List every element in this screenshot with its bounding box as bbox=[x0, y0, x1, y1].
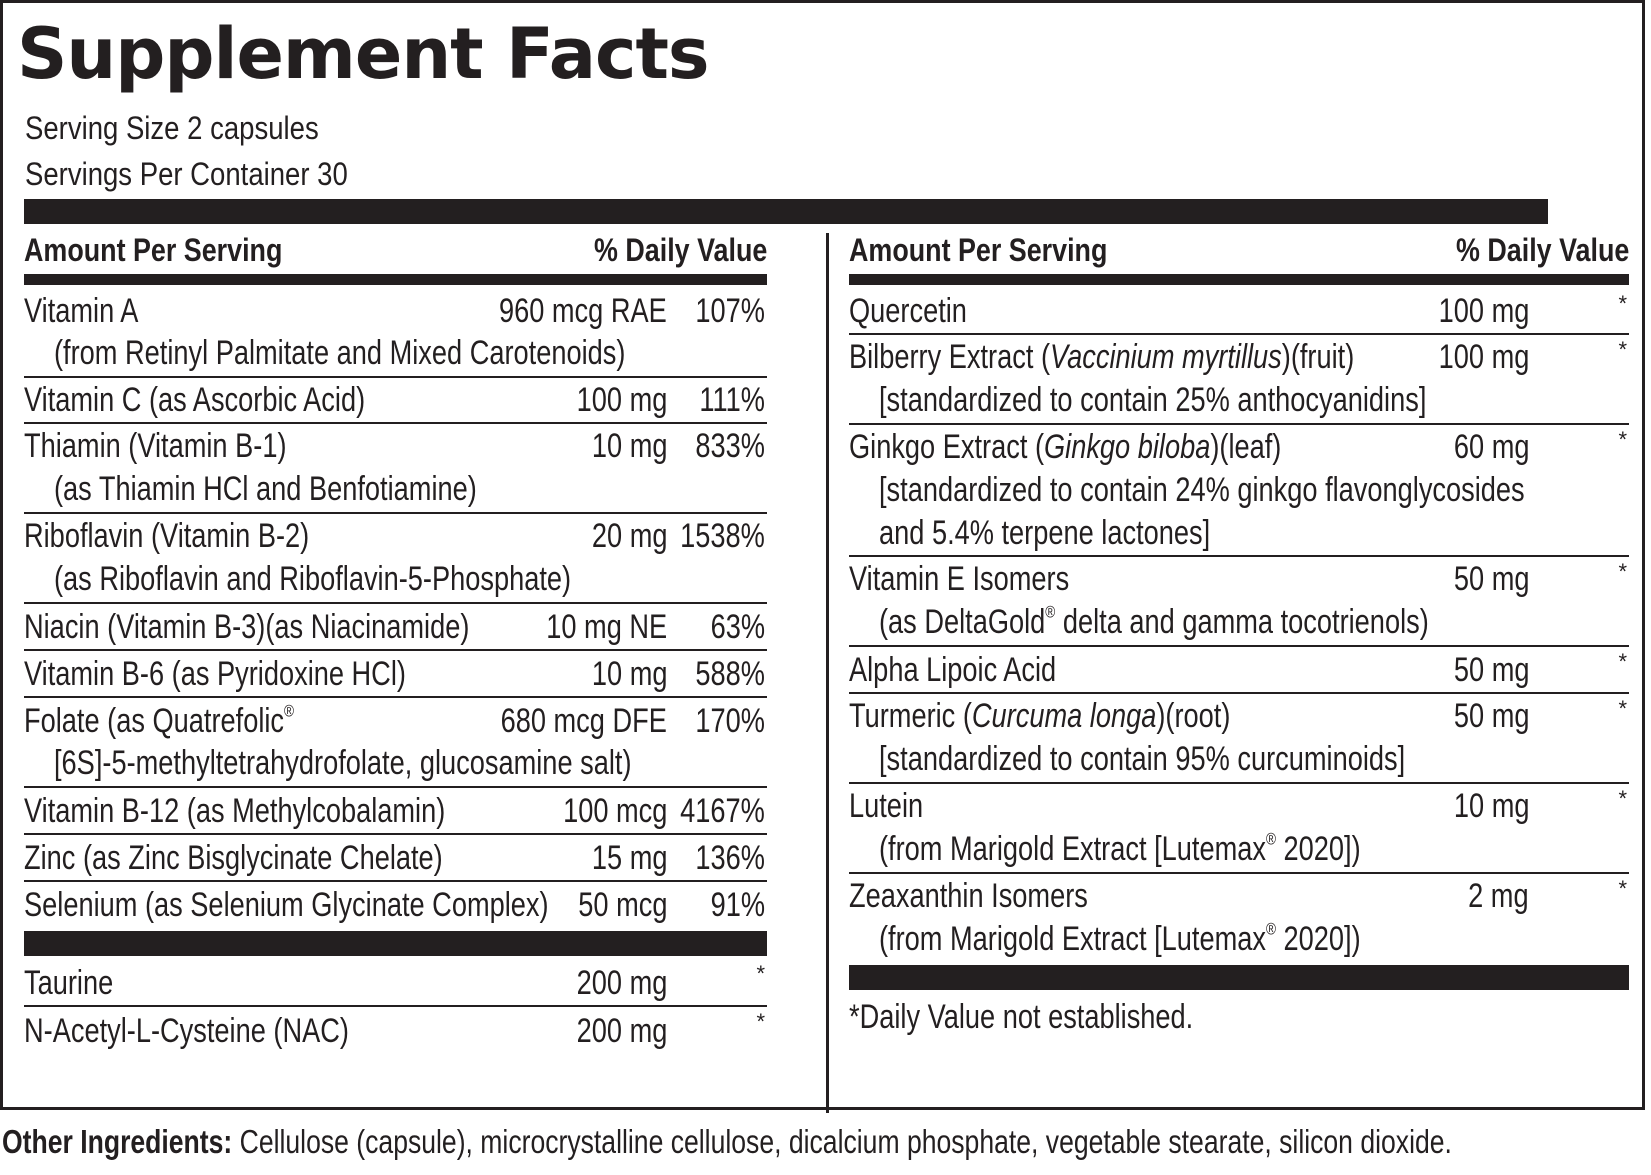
daily-value-asterisk: * bbox=[1618, 649, 1627, 674]
nutrient-dv: 111% bbox=[699, 381, 765, 419]
nutrient-name: Selenium (as Selenium Glycinate Complex) bbox=[24, 886, 549, 924]
nutrient-amount: 200 mg bbox=[576, 1012, 667, 1050]
daily-value-asterisk: * bbox=[1618, 696, 1627, 721]
ingredient-amount: 10 mg bbox=[1453, 787, 1529, 825]
ingredient-row bbox=[849, 335, 1629, 425]
ingredient-row bbox=[849, 425, 1629, 557]
ingredient-name: Turmeric (Curcuma longa)(root) bbox=[849, 697, 1231, 735]
nutrient-dv: 1538% bbox=[680, 517, 765, 555]
ingredient-name: Zeaxanthin Isomers bbox=[849, 877, 1088, 915]
nutrient-row bbox=[24, 698, 767, 788]
thick-rule bbox=[24, 199, 1548, 224]
nutrient-name: Taurine bbox=[24, 964, 114, 1002]
left-header bbox=[24, 224, 767, 276]
nutrient-dv: 170% bbox=[695, 702, 765, 740]
panel-title: Supplement Facts bbox=[17, 13, 709, 95]
header-rule bbox=[849, 274, 1629, 285]
section-rule bbox=[849, 965, 1629, 990]
nutrient-name: Zinc (as Zinc Bisglycinate Chelate) bbox=[24, 839, 443, 877]
ingredient-amount: 2 mg bbox=[1468, 877, 1529, 915]
ingredient-standardization-cont: and 5.4% terpene lactones] bbox=[879, 514, 1211, 552]
nutrient-dv: 4167% bbox=[680, 792, 765, 830]
serving-size: Serving Size 2 capsules bbox=[25, 110, 319, 146]
ingredient-row bbox=[849, 874, 1629, 962]
nutrient-source: (as Thiamin HCl and Benfotiamine) bbox=[54, 470, 477, 508]
daily-value-asterisk: * bbox=[1618, 559, 1627, 584]
left-column bbox=[24, 224, 767, 1064]
nutrient-name: Folate (as Quatrefolic® bbox=[24, 701, 295, 740]
ingredient-amount: 50 mg bbox=[1453, 560, 1529, 598]
nutrient-amount: 100 mcg bbox=[562, 792, 667, 830]
nutrient-amount: 50 mcg bbox=[577, 886, 667, 924]
column-divider bbox=[826, 233, 829, 1113]
other-ingredients-text: Cellulose (capsule), microcrystalline cellulose, dicalcium phosphate, vegetable stearate, silicon dioxide. bbox=[232, 1123, 1452, 1160]
right-column bbox=[849, 224, 1629, 1064]
daily-value-footnote: *Daily Value not established. bbox=[849, 998, 1194, 1036]
nutrient-row bbox=[24, 604, 767, 651]
daily-value-asterisk: * bbox=[1618, 427, 1627, 452]
daily-value-asterisk: * bbox=[1618, 337, 1627, 362]
nutrient-amount: 20 mg bbox=[591, 517, 667, 555]
ingredient-amount: 100 mg bbox=[1438, 338, 1529, 376]
nutrient-name: Niacin (Vitamin B-3)(as Niacinamide) bbox=[24, 608, 470, 646]
other-ingredients bbox=[2, 1120, 1452, 1164]
nutrient-name: Vitamin C (as Ascorbic Acid) bbox=[24, 381, 366, 419]
nutrient-row bbox=[24, 835, 767, 882]
nutrient-row bbox=[24, 1007, 767, 1055]
ingredient-standardization: [standardized to contain 25% anthocyanidins] bbox=[879, 381, 1427, 419]
nutrient-name: Vitamin B-6 (as Pyridoxine HCl) bbox=[24, 655, 406, 693]
daily-value-asterisk: * bbox=[1618, 291, 1627, 316]
daily-value-asterisk: * bbox=[756, 961, 765, 986]
nutrient-source: (from Retinyl Palmitate and Mixed Carotenoids) bbox=[54, 334, 626, 372]
nutrient-dv: 136% bbox=[695, 839, 765, 877]
nutrient-amount: 15 mg bbox=[591, 839, 667, 877]
nutrient-name: N-Acetyl-L-Cysteine (NAC) bbox=[24, 1012, 349, 1050]
nutrient-source: [6S]-5-methyltetrahydrofolate, glucosamine salt) bbox=[54, 744, 632, 782]
nutrient-source: (as Riboflavin and Riboflavin-5-Phosphate) bbox=[54, 560, 572, 598]
header-rule bbox=[24, 274, 767, 285]
ingredient-amount: 100 mg bbox=[1438, 292, 1529, 330]
daily-value-asterisk: * bbox=[1618, 876, 1627, 901]
ingredient-name: Quercetin bbox=[849, 292, 967, 330]
ingredient-name: Lutein bbox=[849, 787, 924, 825]
servings-per-container: Servings Per Container 30 bbox=[25, 156, 348, 192]
section-rule bbox=[24, 931, 767, 956]
ingredient-source: (from Marigold Extract [Lutemax® 2020]) bbox=[879, 829, 1361, 868]
ingredient-row bbox=[849, 557, 1629, 647]
nutrient-row bbox=[24, 424, 767, 514]
nutrient-row bbox=[24, 514, 767, 604]
ingredient-name: Alpha Lipoic Acid bbox=[849, 651, 1057, 689]
nutrient-row bbox=[24, 959, 767, 1007]
right-header bbox=[849, 224, 1629, 276]
amount-per-serving-heading: Amount Per Serving bbox=[24, 232, 283, 268]
nutrient-amount: 10 mg bbox=[591, 655, 667, 693]
nutrient-amount: 10 mg NE bbox=[546, 608, 667, 646]
daily-value-heading: % Daily Value bbox=[593, 232, 767, 268]
ingredient-name: Bilberry Extract (Vaccinium myrtillus)(fruit) bbox=[849, 338, 1355, 376]
daily-value-heading: % Daily Value bbox=[1455, 232, 1629, 268]
nutrient-row bbox=[24, 788, 767, 835]
ingredient-amount: 60 mg bbox=[1453, 428, 1529, 466]
nutrient-amount: 200 mg bbox=[576, 964, 667, 1002]
nutrient-amount: 960 mcg RAE bbox=[499, 292, 667, 330]
nutrient-dv: 588% bbox=[695, 655, 765, 693]
nutrient-amount: 680 mcg DFE bbox=[500, 702, 667, 740]
nutrient-row bbox=[24, 378, 767, 424]
nutrient-row bbox=[24, 882, 767, 929]
ingredient-source: (from Marigold Extract [Lutemax® 2020]) bbox=[879, 919, 1361, 958]
ingredient-standardization: [standardized to contain 95% curcuminoids] bbox=[879, 740, 1406, 778]
nutrient-row bbox=[24, 285, 767, 378]
ingredient-row bbox=[849, 784, 1629, 874]
nutrient-amount: 10 mg bbox=[591, 427, 667, 465]
ingredient-source: (as DeltaGold® delta and gamma tocotrienols) bbox=[879, 602, 1429, 641]
nutrient-name: Vitamin B-12 (as Methylcobalamin) bbox=[24, 792, 446, 830]
ingredient-standardization: [standardized to contain 24% ginkgo flavonglycosides bbox=[879, 471, 1525, 509]
nutrient-dv: 833% bbox=[695, 427, 765, 465]
amount-per-serving-heading: Amount Per Serving bbox=[849, 232, 1108, 268]
nutrient-name: Riboflavin (Vitamin B-2) bbox=[24, 517, 310, 555]
nutrient-dv: 91% bbox=[710, 886, 765, 924]
nutrient-dv: 63% bbox=[710, 608, 765, 646]
daily-value-asterisk: * bbox=[1618, 786, 1627, 811]
ingredient-name: Ginkgo Extract (Ginkgo biloba)(leaf) bbox=[849, 428, 1282, 466]
ingredient-row bbox=[849, 285, 1629, 335]
ingredient-amount: 50 mg bbox=[1453, 651, 1529, 689]
other-ingredients-label: Other Ingredients: bbox=[2, 1123, 233, 1160]
nutrient-name: Thiamin (Vitamin B-1) bbox=[24, 427, 287, 465]
nutrient-dv: 107% bbox=[695, 292, 765, 330]
nutrient-amount: 100 mg bbox=[576, 381, 667, 419]
nutrient-name: Vitamin A bbox=[24, 292, 139, 330]
daily-value-asterisk: * bbox=[756, 1009, 765, 1034]
ingredient-row bbox=[849, 647, 1629, 694]
nutrient-row bbox=[24, 651, 767, 698]
ingredient-row bbox=[849, 694, 1629, 784]
ingredient-name: Vitamin E Isomers bbox=[849, 560, 1070, 598]
ingredient-amount: 50 mg bbox=[1453, 697, 1529, 735]
